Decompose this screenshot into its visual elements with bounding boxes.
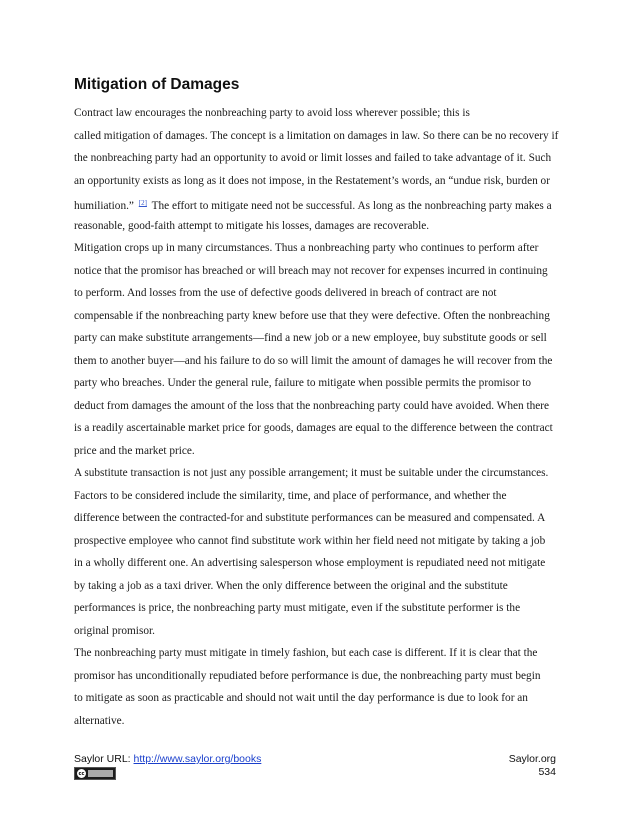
text-line: performances is price, the nonbreaching party must mitigate, even if the substitute performer is the [74, 602, 521, 614]
text-line: in a wholly different one. An advertising salesperson whose employment is repudiated need not mitigate [74, 557, 546, 569]
text-line: prospective employee who cannot find substitute work within her field need not mitigate by taking a job [74, 534, 546, 547]
text-line: alternative. [74, 714, 125, 727]
text-line: price and the market price. [74, 444, 195, 457]
text-line: to mitigate as soon as practicable and should not wait until the day performance is due to look for an [74, 692, 528, 704]
text-line: party who breaches. Under the general rule, failure to mitigate when possible permits the promisor to [74, 377, 532, 389]
text-line: The nonbreaching party must mitigate in timely fashion, but each case is different. If it is clear that the [74, 647, 538, 659]
footer-page-info [509, 753, 556, 779]
text-line: difference between the contracted-for and substitute performances can be measured and compensated. A [74, 512, 546, 524]
text-line: original promisor. [74, 624, 155, 637]
footer-url-label: Saylor URL: [74, 753, 131, 765]
text-line: is a readily ascertainable market price for goods, damages are equal to the difference between the contract [74, 422, 553, 434]
text-line [74, 192, 564, 215]
text-line: promisor has unconditionally repudiated before performance is due, the nonbreaching party must begin [74, 669, 541, 682]
section-heading: Mitigation of Damages [74, 76, 240, 93]
body-text [74, 102, 564, 732]
footnote-link[interactable]: [2] [138, 199, 147, 207]
text-line: compensable if the nonbreaching party knew before use that they were defective. Often the nonbreaching [74, 309, 550, 322]
text-segment: The effort to mitigate need not be successful. As long as the nonbreaching party makes a [151, 200, 552, 212]
cc-license-badge-icon[interactable] [74, 767, 116, 780]
text-line: Contract law encourages the nonbreaching party to avoid loss wherever possible; this is [74, 107, 470, 119]
text-line: called mitigation of damages. The concept is a limitation on damages in law. So there can be no recovery if [74, 129, 559, 142]
text-line: them to another buyer—and his failure to do so will limit the amount of damages he will recover from the [74, 354, 553, 367]
text-line: party can make substitute arrangements—find a new job or a new employee, buy substitute goods or sell [74, 332, 547, 344]
text-line: by taking a job as a taxi driver. When the only difference between the original and the substitute [74, 579, 508, 592]
footer-site: Saylor.org [508, 753, 556, 765]
text-line: deduct from damages the amount of the loss that the nonbreaching party could have avoided. When there [74, 399, 550, 412]
cc-logo-icon: cc [78, 770, 85, 777]
page-number: 534 [538, 766, 556, 778]
footer-url-link[interactable]: http://www.saylor.org/books [133, 753, 262, 765]
license-terms-strip [88, 770, 113, 777]
text-line: an opportunity exists as long as it does not impose, in the Restatement’s words, an “undue risk, burden or [74, 174, 550, 187]
text-line: reasonable, good-faith attempt to mitigate his losses, damages are recoverable. [74, 219, 430, 232]
text-line: the nonbreaching party had an opportunity to avoid or limit losses and failed to take advantage of it. Such [74, 152, 552, 164]
text-segment: humiliation.” [74, 200, 134, 212]
footer-source [74, 753, 261, 765]
text-line: to perform. And losses from the use of defective goods delivered in breach of contract are not [74, 287, 497, 299]
text-line: Mitigation crops up in many circumstances. Thus a nonbreaching party who continues to perform after [74, 242, 539, 254]
text-line: A substitute transaction is not just any possible arrangement; it must be suitable under the circumstances. [74, 467, 549, 479]
text-line: notice that the promisor has breached or will breach may not recover for expenses incurred in continuing [74, 264, 548, 277]
text-line: Factors to be considered include the similarity, time, and place of performance, and whether the [74, 489, 507, 502]
